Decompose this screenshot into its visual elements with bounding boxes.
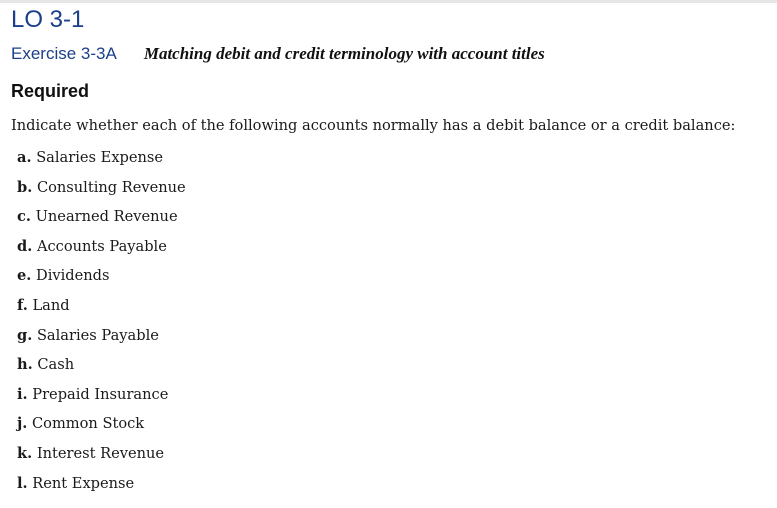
list-item xyxy=(17,325,186,355)
item-letter: k. xyxy=(17,444,33,462)
account-name: Common Stock xyxy=(32,415,145,433)
list-item xyxy=(17,384,186,414)
list-item xyxy=(17,236,186,266)
instruction-text: Indicate whether each of the following accounts normally has a debit balance or a credit balance: xyxy=(11,117,736,134)
account-name: Unearned Revenue xyxy=(35,208,178,226)
list-item xyxy=(17,473,186,503)
exercise-number: Exercise 3-3A xyxy=(11,44,117,63)
account-name: Interest Revenue xyxy=(36,444,165,462)
list-item xyxy=(17,413,186,443)
top-divider xyxy=(0,0,777,3)
list-item xyxy=(17,265,186,295)
learning-objective-heading: LO 3-1 xyxy=(11,6,85,33)
account-name: Salaries Payable xyxy=(36,326,159,344)
account-name: Consulting Revenue xyxy=(36,178,186,196)
account-name: Land xyxy=(32,296,70,314)
list-item xyxy=(17,147,186,177)
item-letter: f. xyxy=(17,296,28,314)
account-list xyxy=(17,147,186,502)
item-letter: e. xyxy=(17,267,32,285)
list-item xyxy=(17,354,186,384)
list-item xyxy=(17,295,186,325)
item-letter: c. xyxy=(17,208,31,226)
exercise-title: Matching debit and credit terminology with account titles xyxy=(143,44,545,63)
account-name: Dividends xyxy=(36,267,110,285)
item-letter: l. xyxy=(17,474,28,492)
list-item xyxy=(17,177,186,207)
account-name: Prepaid Insurance xyxy=(32,385,169,403)
required-heading: Required xyxy=(11,81,90,101)
list-item xyxy=(17,206,186,236)
item-letter: g. xyxy=(17,326,33,344)
item-letter: j. xyxy=(17,415,28,433)
account-name: Cash xyxy=(37,356,75,374)
item-letter: d. xyxy=(17,237,33,255)
list-item xyxy=(17,443,186,473)
exercise-header xyxy=(11,43,545,65)
item-letter: i. xyxy=(17,385,28,403)
item-letter: h. xyxy=(17,356,33,374)
item-letter: b. xyxy=(17,178,33,196)
account-name: Salaries Expense xyxy=(36,149,164,166)
account-name: Rent Expense xyxy=(32,474,135,492)
account-name: Accounts Payable xyxy=(36,237,167,255)
item-letter: a. xyxy=(17,149,32,166)
